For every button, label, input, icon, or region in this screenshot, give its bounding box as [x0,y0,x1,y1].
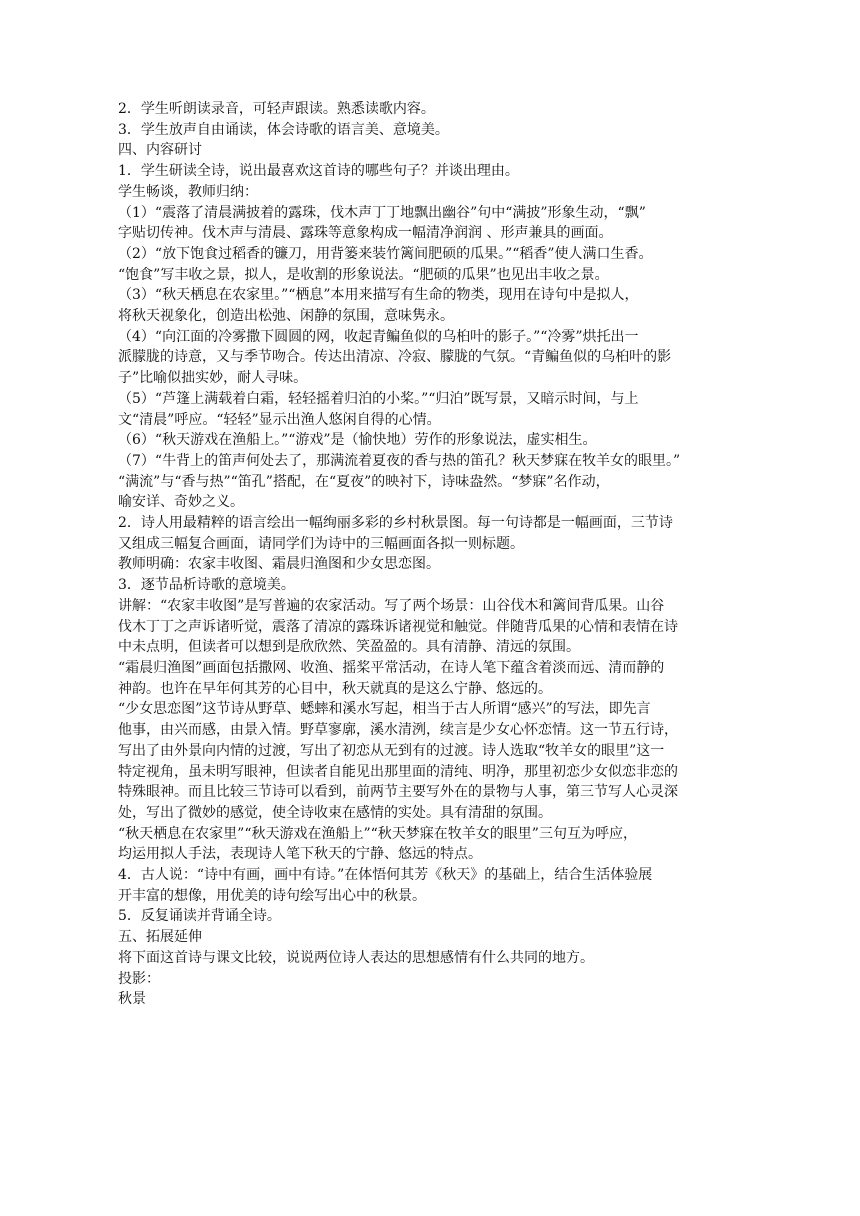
text-line: （1）“震落了清晨满披着的露珠，伐木声丁丁地飘出幽谷”句中“满披”形象生动，“飘” [118,204,646,221]
text-line: 文“清晨”呼应。“轻轻”显示出渔人悠闲自得的心情。 [118,411,441,428]
text-line: 子”比喻似拙实妙，耐人寻味。 [118,370,308,387]
text-line: “霜晨归渔图”画面包括撒网、收渔、摇桨平常活动，在诗人笔下蕴含着淡而远、清而静的 [118,659,665,676]
text-line: （6）“秋天游戏在渔船上。”“游戏”是（愉快地）劳作的形象说法，虚实相生。 [118,432,597,449]
text-line: “饱食”写丰收之景，拟人，是收割的形象说法。“肥硕的瓜果”也见出丰收之景。 [118,266,609,283]
text-line: （5）“芦篷上满载着白霜，轻轻摇着归泊的小桨。”“归泊”既写景，又暗示时间，与上 [118,390,639,407]
text-line: 教师明确：农家丰收图、霜晨归渔图和少女思恋图。 [118,556,440,573]
text-line: 他事，由兴而感，由景入情。野草寥廓，溪水清洌，续言是少女心怀恋情。这一节五行诗， [118,722,678,739]
text-line: （3）“秋天栖息在农家里。”“栖息”本用来描写有生命的物类，现用在诗句中是拟人， [118,287,639,304]
text-line: 投影： [118,970,160,987]
text-line: 开丰富的想像，用优美的诗句绘写出心中的秋景。 [118,887,426,904]
section-heading: 五、拓展延伸 [118,929,202,946]
text-line: 喻安详、奇妙之义。 [118,494,244,511]
text-line: 4．古人说：“诗中有画，画中有诗。”在体悟何其芳《秋天》的基础上，结合生活体验展 [118,867,653,884]
text-line: 伐木丁丁之声诉诸听觉，震落了清凉的露珠诉诸视觉和触觉。伴随背瓜果的心情和表情在诗 [118,618,678,635]
text-line: 2．学生听朗读录音，可轻声跟读。熟悉读歌内容。 [118,101,435,117]
text-line: 1．学生研读全诗，说出最喜欢这首诗的哪些句子？并谈出理由。 [118,163,519,180]
text-line: 3．学生放声自由诵读，体会诗歌的语言美、意境美。 [118,121,449,138]
text-line: 将秋天视象化，创造出松弛、闲静的氛围，意味隽永。 [118,308,454,325]
text-line: 特定视角，虽未明写眼神，但读者自能见出那里面的清纯、明净，那里初恋少女似恋非恋的 [118,763,678,780]
text-line: 学生畅谈，教师归纳： [118,183,258,200]
text-line: “秋天栖息在农家里”“秋天游戏在渔船上”“秋天梦寐在牧羊女的眼里”三句互为呼应， [118,825,637,842]
text-line: （7）“牛背上的笛声何处去了，那满流着夏夜的香与热的笛孔？秋天梦寐在牧羊女的眼里。” [118,452,681,469]
text-line: 字贴切传神。伐木声与清晨、露珠等意象构成一幅清净润润 、形声兼具的画面。 [118,225,613,242]
text-line: 特殊眼神。而且比较三节诗可以看到，前两节主要写外在的景物与人事，第三节写人心灵深 [118,784,678,801]
text-line: 处，写出了微妙的感觉，使全诗收束在感情的实处。具有清甜的氛围。 [118,804,552,821]
text-line: 中未点明，但读者可以想到是欣欣然、笑盈盈的。具有清静、清远的氛围。 [118,639,580,656]
text-line: 将下面这首诗与课文比较，说说两位诗人表达的思想感情有什么共同的地方。 [118,949,594,966]
text-line: 写出了由外景向内情的过渡，写出了初恋从无到有的过渡。诗人选取“牧羊女的眼里”这一 [118,742,665,759]
text-line: 神韵。也许在早年何其芳的心目中，秋天就真的是这么宁静、悠远的。 [118,680,552,697]
poem-title: 秋景 [118,991,146,1008]
text-line: 均运用拟人手法，表现诗人笔下秋天的宁静、悠远的特点。 [118,846,482,863]
text-line: “满流”与“香与热”“笛孔”搭配，在“夏夜”的映衬下，诗味盎然。“梦寐”名作动， [118,473,610,490]
text-line: 又组成三幅复合画面，请同学们为诗中的三幅画面各拟一则标题。 [118,535,524,552]
text-line: 2．诗人用最精粹的语言绘出一幅绚丽多彩的乡村秋景图。每一句诗都是一幅画面，三节诗 [118,515,673,532]
text-line: “少女思恋图”这节诗从野草、蟋蟀和溪水写起，相当于古人所谓“感兴”的写法，即先言 [118,701,651,718]
text-line: 讲解：“农家丰收图”是写普遍的农家活动。写了两个场景：山谷伐木和篱间背瓜果。山谷 [118,597,665,614]
text-line: 5．反复诵读并背诵全诗。 [118,908,281,925]
text-line: 3．逐节品析诗歌的意境美。 [118,577,295,594]
text-line: （2）“放下饱食过稻香的镰刀，用背篓来装竹篱间肥硕的瓜果。”“稻香”使人满口生香。 [118,245,653,262]
text-line: 派朦胧的诗意，又与季节吻合。传达出清凉、冷寂、朦胧的气氛。“青鳊鱼似的乌桕叶的影 [118,349,672,366]
text-line: （4）“向江面的冷雾撒下圆圆的网，收起青鳊鱼似的乌桕叶的影子。”“冷雾”烘托出一 [118,328,639,345]
document-body [118,99,748,1010]
section-heading: 四、内容研讨 [118,142,202,159]
